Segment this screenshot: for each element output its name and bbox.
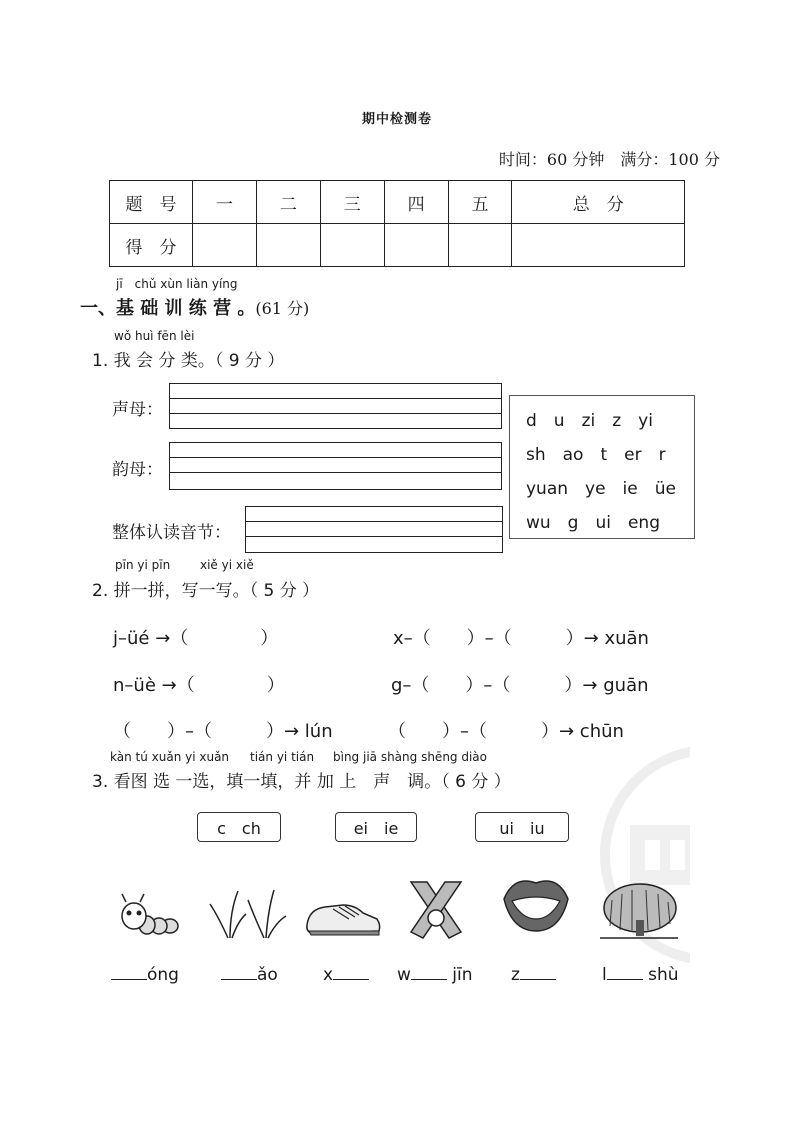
q1-pinyin: wǒ huì fēn lèi — [114, 329, 195, 343]
header-cell: 总 分 — [512, 181, 685, 224]
header-cell: 四 — [384, 181, 448, 224]
answer-suffix: óng — [147, 965, 179, 985]
section1-title — [80, 294, 309, 320]
header-cell: 题 号 — [110, 181, 193, 224]
syllable-row: sh ao t er r — [526, 445, 666, 465]
score-cell[interactable] — [448, 224, 512, 267]
answer-prefix: x — [323, 965, 334, 985]
option-tag: ui iu — [475, 812, 569, 842]
option-tag: c ch — [197, 812, 281, 842]
header-cell: 二 — [256, 181, 320, 224]
section1-points: (61 分) — [255, 299, 310, 318]
score-cell[interactable] — [512, 224, 685, 267]
q2-pinyin-b: xiě yi xiě — [200, 558, 254, 572]
section1-title-text: 一、基 础 训 练 营 。 — [80, 298, 256, 319]
answer-prefix: l — [602, 965, 607, 985]
caterpillar-icon — [112, 890, 182, 940]
shengmu-writing-lines[interactable] — [169, 383, 502, 429]
blank-line[interactable] — [111, 963, 147, 980]
syllable-row: yuan ye ie üe — [526, 479, 676, 499]
mouth-icon — [500, 873, 572, 935]
q2-item[interactable]: （ ）–（ ）→ chūn — [388, 721, 624, 742]
q1-text: 1. 我 会 分 类。（ 9 分 ） — [92, 351, 285, 371]
answer-suffix: ǎo — [257, 965, 278, 985]
score-cell[interactable] — [384, 224, 448, 267]
q2-pinyin-a: pīn yi pīn — [115, 558, 171, 572]
scarf-icon — [405, 878, 467, 940]
zhengti-label: 整体认读音节： — [112, 523, 231, 543]
q2-item[interactable]: （ ）–（ ）→ lún — [113, 721, 333, 742]
score-table-score-row — [110, 224, 685, 267]
q2-item[interactable]: x–（ ）–（ ）→ xuān — [393, 628, 649, 649]
header-cell: 五 — [448, 181, 512, 224]
header-cell: 一 — [193, 181, 257, 224]
shengmu-label: 声母： — [112, 400, 163, 420]
score-table — [109, 180, 685, 267]
page-title: 期中检测卷 — [361, 112, 432, 127]
header-cell: 三 — [320, 181, 384, 224]
answer-suffix: jīn — [446, 965, 473, 985]
willow-tree-icon — [598, 880, 680, 942]
answer-blank[interactable] — [221, 963, 278, 985]
yunmu-writing-lines[interactable] — [169, 442, 502, 490]
yunmu-label: 韵母： — [112, 460, 163, 480]
score-table-header-row — [110, 181, 685, 224]
q3-pinyin-c: bìng jiā shàng shēng diào — [333, 750, 487, 764]
answer-blank[interactable] — [397, 963, 473, 985]
syllable-row: wu g ui eng — [526, 513, 660, 533]
answer-blank[interactable] — [511, 963, 556, 985]
answer-suffix: shù — [642, 965, 679, 985]
answer-blank[interactable] — [602, 963, 679, 985]
q3-pinyin-a: kàn tú xuǎn yi xuǎn — [110, 750, 230, 764]
answer-prefix: z — [511, 965, 520, 985]
blank-line[interactable] — [221, 963, 257, 980]
answer-prefix: w — [397, 965, 411, 985]
zhengti-writing-lines[interactable] — [245, 506, 503, 553]
score-cell[interactable] — [193, 224, 257, 267]
score-cell[interactable] — [320, 224, 384, 267]
q3-text: 3. 看图 选 一选，填一填，并 加 上 声 调。（ 6 分 ） — [92, 772, 511, 792]
blank-line[interactable] — [607, 963, 643, 980]
blank-line[interactable] — [411, 963, 447, 980]
blank-line[interactable] — [333, 963, 369, 980]
time-info: 时间：60 分钟 满分：100 分 — [498, 150, 720, 169]
q2-item[interactable]: n–üè →（ ） — [113, 675, 285, 696]
answer-blank[interactable] — [323, 963, 369, 985]
syllable-row: d u zi z yi — [526, 411, 653, 431]
q3-pinyin-b: tián yi tián — [250, 750, 315, 764]
syllable-box — [509, 395, 695, 539]
q2-item[interactable]: j–üé →（ ） — [113, 628, 279, 649]
section1-pinyin: jī chǔ xùn liàn yíng — [116, 277, 238, 291]
q2-item[interactable]: g–（ ）–（ ）→ guān — [391, 675, 649, 696]
grass-icon — [208, 886, 290, 941]
option-tag: ei ie — [335, 812, 417, 842]
row-label: 得 分 — [110, 224, 193, 267]
score-cell[interactable] — [256, 224, 320, 267]
q2-text: 2. 拼一拼，写一写。（ 5 分 ） — [92, 581, 320, 601]
answer-blank[interactable] — [111, 963, 179, 985]
blank-line[interactable] — [520, 963, 556, 980]
shoe-icon — [303, 897, 383, 939]
